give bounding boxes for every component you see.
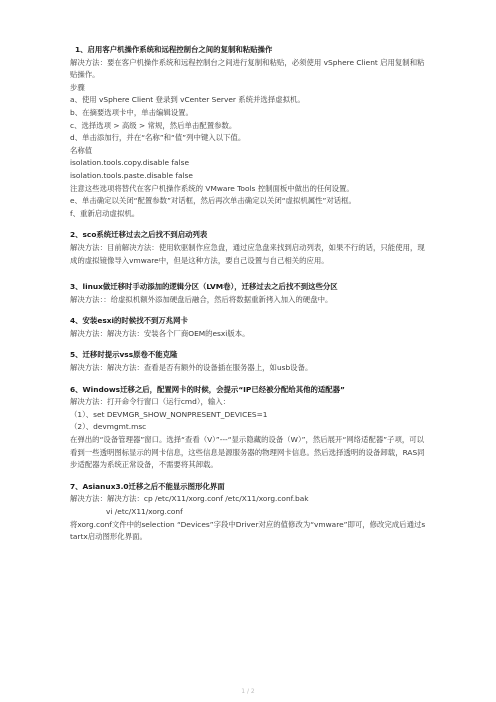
section-title: 7、Asianux3.0迁移之后不能显示图形化界面 [70,481,225,491]
section-7 [70,481,426,544]
paragraph: 步骤 [70,82,85,92]
paragraph: 注意这些选项将替代在客户机操作系统的 VMware Tools 控制面板中做出的任何设置。 [70,183,354,193]
page-footer: 1 / 2 [241,688,255,695]
command-line: vi /etc/X11/xorg.conf [106,507,183,516]
step-item: e、单击确定以关闭“配置参数”对话框，然后再次单击确定以关闭“虚拟机属性”对话框。 [70,196,356,206]
section-title: 2、sco系统迁移过去之后找不到启动列表 [70,230,208,240]
code-line: isolation.tools.paste.disable false [70,170,193,180]
command-line: （2）、devmgmt.msc [70,422,147,432]
document-body [70,44,426,544]
section-6 [70,384,426,472]
step-item: f、重新启动虚拟机。 [70,208,140,218]
step-item: b、在摘要选项卡中，单击编辑设置。 [70,107,193,117]
section-1 [70,44,426,220]
paragraph: 解决方法：：给虚拟机额外添加硬盘后融合，然后将数据重新拷入加入的硬盘中。 [70,294,333,304]
paragraph: 在弹出的“设备管理器”窗口。选择“查看（V）”---“显示隐藏的设备（W）”，然后展开“网络适配器”子项，可以看到一些透明图标显示的网卡信息，这些信息是源服务器的物理网卡信息。然后选择透明的设备卸载，RAS同步适配器为系统正常设备，不需要将其卸载。 [70,435,425,470]
section-title: 5、迁移时提示vss原卷不能克隆 [70,350,178,360]
section-title: 4、安装esxi的时候找不到万兆网卡 [70,316,188,326]
command-line: 解决方法：解决方法：cp /etc/X11/xorg.conf /etc/X11/xorg.conf.bak [70,494,309,504]
paragraph: 解决方法：解决方法：安装各个厂商OEM的esxi版本。 [70,328,250,338]
section-3 [70,281,426,306]
section-title: 1、启用客户机操作系统和远程控制台之间的复制和粘贴操作 [75,45,273,54]
paragraph: 名称值 [70,145,93,155]
command-line: （1）、set DEVMGR_SHOW_NONPRESENT_DEVICES=1 [70,409,268,419]
step-item: c、选择选项 > 高级 > 常规，然后单击配置参数。 [70,120,237,130]
paragraph: 解决方法：解决方法：查看是否有额外的设备插在服务器上，如usb设备。 [70,363,313,373]
step-item: a、使用 vSphere Client 登录到 vCenter Server 系统并选择虚拟机。 [70,95,305,105]
paragraph: 将xorg.conf文件中的selection “Devices”字段中Driver对应的值修改为“vmware”即可，修改完成后通过startx启动图形化界面。 [70,519,426,542]
section-2 [70,229,426,267]
code-line: isolation.tools.copy.disable false [70,158,189,168]
section-4 [70,315,426,340]
paragraph: 解决方法：打开命令行窗口（运行cmd），输入： [70,397,231,407]
paragraph: 解决方法：目前解决方法：使用软驱制作应急盘，通过应急盘来找到启动列表，如果不行的话，只能使用，现成的虚拟镜像导入vmware中，但是这种方法，要自己设置与自己相关的应用。 [70,242,425,265]
section-title: 6、Windows迁移之后，配置网卡的时候，会提示“IP已经被分配给其他的适配器” [70,384,345,394]
paragraph: 解决方法：要在客户机操作系统和远程控制台之间进行复制和粘贴，必须使用 vSphere Client 启用复制和粘贴操作。 [70,57,425,80]
section-5 [70,349,426,374]
step-item: d、单击添加行，并在“名称”和“值”列中键入以下值。 [70,133,246,143]
section-title: 3、linux做迁移时手动添加的逻辑分区（LVM卷），迁移过去之后找不到这些分区 [70,282,338,292]
